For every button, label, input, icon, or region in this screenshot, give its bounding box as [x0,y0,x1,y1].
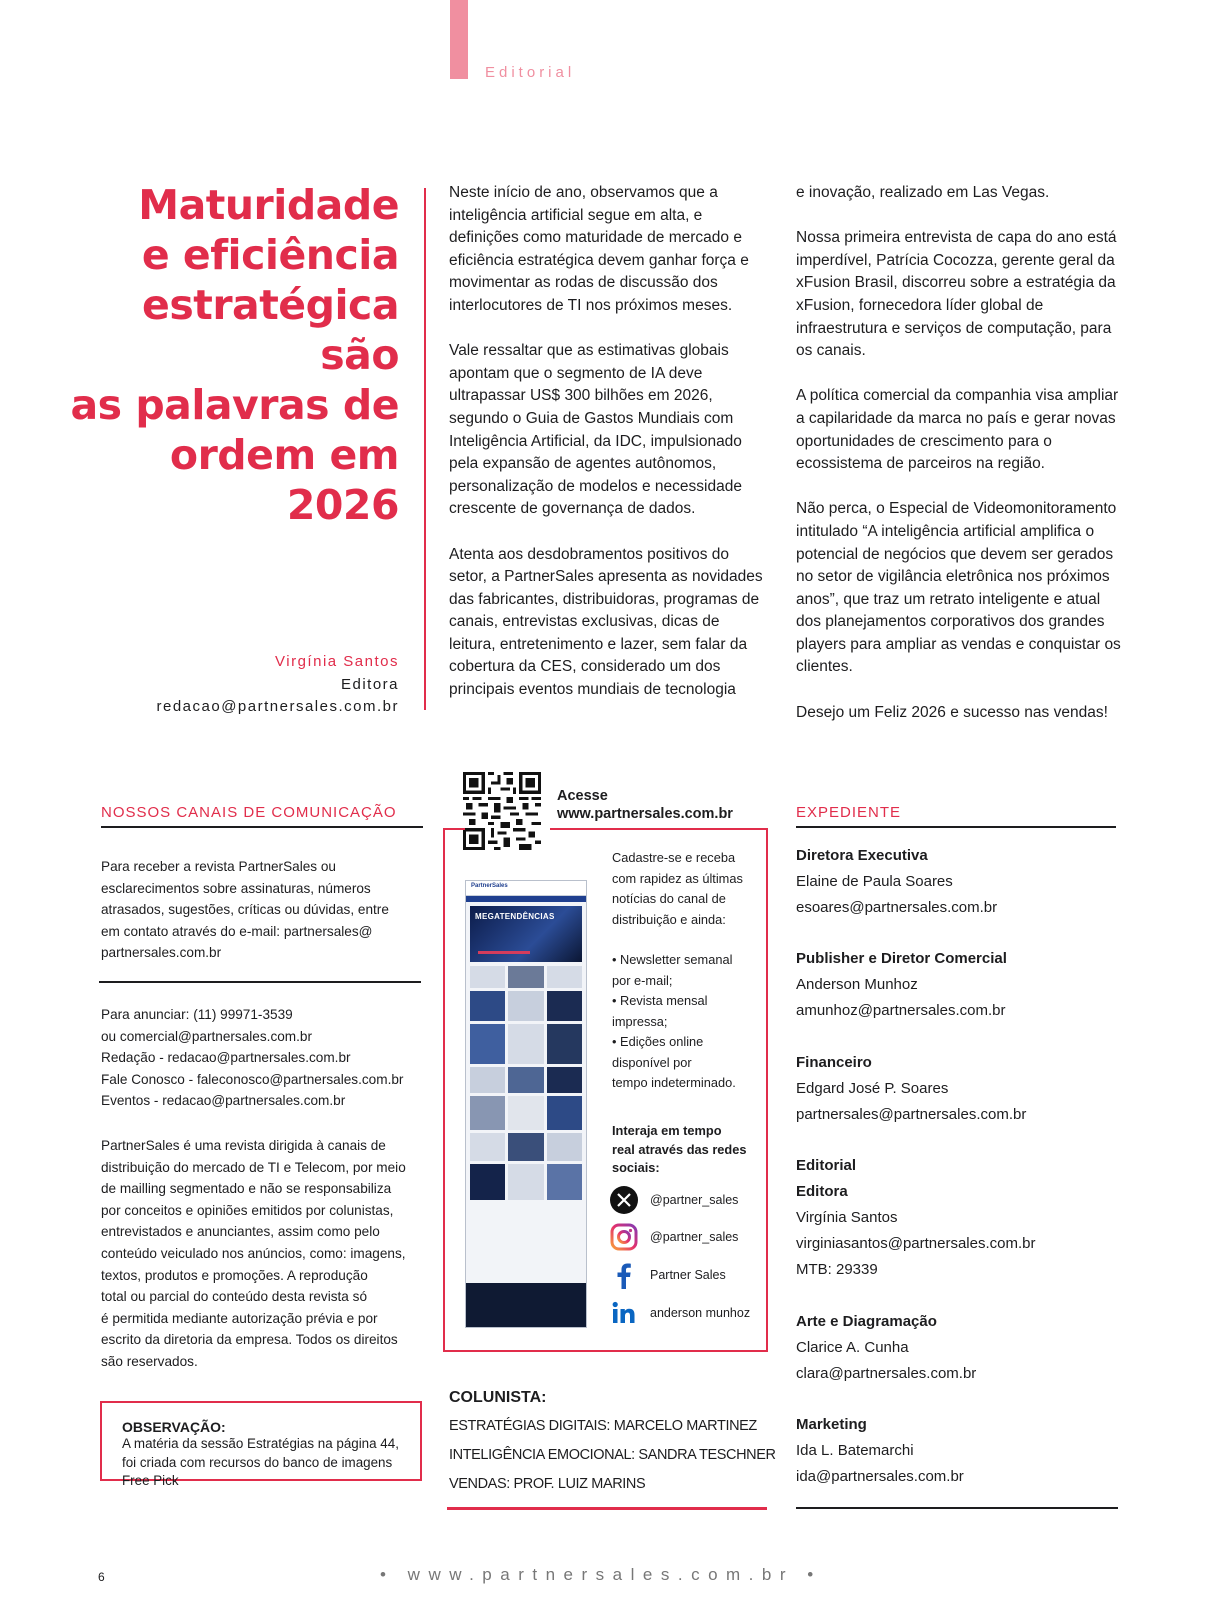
social-label: Partner Sales [650,1268,726,1282]
thumb-tile [547,966,582,988]
expediente-block [796,1309,976,1387]
expediente-role: Marketing [796,1416,867,1433]
text-line: partnersales.com.br [101,945,222,961]
expediente-title: EXPEDIENTE [796,804,902,821]
headline-line: e eficiência [141,231,399,279]
expediente-role: Editora [796,1183,848,1200]
thumb-tile [508,1096,543,1130]
thumb-tile [508,966,543,988]
list-item: INTELIGÊNCIA EMOCIONAL: SANDRA TESCHNER [449,1447,776,1463]
text-line: com rapidez as últimas [612,870,743,886]
social-label: @partner_sales [650,1193,739,1207]
thumb-tile [547,1133,582,1161]
colunista-rule [447,1507,767,1510]
expediente-name: Anderson Munhoz [796,976,918,993]
text-line: foi criada com recursos do banco de imagens [122,1454,393,1470]
magazine-site-thumbnail[interactable] [465,880,587,1328]
canais-disclaimer [101,1135,431,1373]
thumb-hero-accent [478,951,530,954]
observacao-text [122,1435,412,1491]
x-icon [610,1186,638,1214]
promo-text [612,848,762,1114]
thumb-nav [466,896,586,902]
promo-interact [612,1122,762,1178]
expediente-name: Clarice A. Cunha [796,1339,909,1356]
thumb-tile [508,1067,543,1093]
social-linkedin[interactable] [610,1299,750,1327]
text-line: • Edições online [612,1034,704,1049]
expediente-mtb: MTB: 29339 [796,1261,878,1278]
thumb-tile [470,1024,505,1064]
expediente-role: Arte e Diagramação [796,1313,937,1330]
thumb-tile [547,1067,582,1093]
text-line: impressa; [612,1013,668,1029]
promo-bullets [612,950,762,1094]
promo-box-edge [550,828,766,830]
expediente-email[interactable]: partnersales@partnersales.com.br [796,1106,1027,1123]
author-role: Editora [340,675,399,693]
expediente-rule [796,826,1116,828]
text-line: A matéria da sessão Estratégias na página 44, [122,1436,399,1451]
thumb-tile [547,991,582,1021]
text-line: Para receber a revista PartnerSales ou [101,859,336,874]
expediente-email[interactable]: clara@partnersales.com.br [796,1365,977,1382]
paragraph: Desejo um Feliz 2026 e sucesso nas vendas! [796,703,1108,721]
expediente-role: Editorial [796,1157,857,1174]
expediente-name: Ida L. Batemarchi [796,1442,914,1459]
contact-line[interactable]: Eventos - redacao@partnersales.com.br [101,1093,346,1109]
canais-title: NOSSOS CANAIS DE COMUNICAÇÃO [101,804,397,821]
text-line: distribuição do mercado de TI e Telecom, por meio [101,1159,406,1175]
thumb-tile [470,991,505,1021]
text-line: sociais: [612,1160,660,1175]
thumb-tile [547,1024,582,1064]
thumb-hero-title: MEGATENDÊNCIAS [475,912,555,921]
expediente-rule-bottom [796,1507,1118,1509]
canais-contacts [101,1004,431,1112]
thumb-tile [470,1067,505,1093]
section-tag: Editorial [485,64,576,81]
expediente-name: Edgard José P. Soares [796,1080,949,1097]
text-line: de mailling segmentado e não se responsabiliza [101,1181,392,1197]
expediente-block [796,1412,964,1490]
thumb-tile [508,991,543,1021]
contact-line[interactable]: ou comercial@partnersales.com.br [101,1028,312,1044]
expediente-block [796,1050,1026,1128]
expediente-email[interactable]: ida@partnersales.com.br [796,1468,964,1485]
expediente-email[interactable]: virginiasantos@partnersales.com.br [796,1235,1036,1252]
text-line: Interaja em tempo [612,1123,722,1138]
expediente-email[interactable]: esoares@partnersales.com.br [796,899,998,916]
text-line: Free Pick [122,1473,179,1488]
headline [59,180,399,530]
text-line: entrevistados e anunciantes, assim como pelo [101,1224,380,1240]
colunista-list [449,1412,776,1499]
headline-line: Maturidade [138,181,399,229]
observacao-box [100,1401,422,1488]
expediente-name: Virgínia Santos [796,1209,898,1226]
text-line: tempo indeterminado. [612,1075,736,1090]
expediente-block [796,843,997,921]
paragraph: Nossa primeira entrevista de capa do ano está imperdível, Patrícia Cocozza, gerente geral da xFusion Brasil, discorreu sobre a estratégia da xFusion, fornecedora líder global de infraestrutura e serviços de computação, para os canais. [796,229,1117,360]
promo-box-edge [443,828,465,830]
article-column-1 [449,182,764,724]
thumb-tile [470,1096,505,1130]
thumb-hero [470,906,582,962]
text-line: • Revista mensal [612,993,708,1008]
text-line: é permitida mediante autorização prévia e por [101,1310,378,1326]
text-line: Cadastre-se e receba [612,850,736,865]
expediente-role: Financeiro [796,1054,872,1071]
author-name: Virgínia Santos [275,653,399,670]
list-item: VENDAS: PROF. LUIZ MARINS [449,1476,646,1492]
page-number: 6 [98,1570,105,1584]
expediente-block [796,1153,1036,1283]
expediente-block [796,946,1007,1024]
text-line: notícias do canal de [612,891,726,906]
paragraph: Atenta aos desdobramentos positivos do setor, a PartnerSales apresenta as novidades das fabricantes, distribuidoras, programas de canais, entrevistas exclusivas, dicas de leitura, entretenimento e lazer, sem falar da cobertura da CES, considerado um dos principais eventos mundiais de tecnologia [449,545,763,699]
text-line: disponível por [612,1054,692,1070]
expediente-role: Publisher e Diretor Comercial [796,950,1007,967]
section-marker-bar [450,0,468,79]
contact-line[interactable]: Fale Conosco - faleconosco@partnersales.com.br [101,1071,404,1087]
contact-line: Para anunciar: (11) 99971-3539 [101,1007,293,1022]
thumb-tile [508,1133,543,1161]
canais-intro [101,856,431,964]
thumb-tile [508,1164,543,1200]
facebook-icon [610,1261,638,1289]
text-line: real através das redes [612,1141,747,1157]
social-label: @partner_sales [650,1230,739,1244]
observacao-title: OBSERVAÇÃO: [122,1419,226,1435]
contact-line[interactable]: Redação - redacao@partnersales.com.br [101,1050,351,1066]
thumb-tile [470,1164,505,1200]
thumb-tile [470,1133,505,1161]
expediente-name: Elaine de Paula Soares [796,873,953,890]
text-line: em contato através do e-mail: partnersales@ [101,923,373,939]
paragraph: Não perca, o Especial de Videomonitoramento intitulado “A inteligência artificial amplifica o potencial de negócios que devem ser gerados no setor de vigilância eletrônica nos próximos anos”, que traz um retrato inteligente e atual dos planejamentos corporativos dos grandes players para ampliar as vendas e conquistar os clientes. [796,500,1121,676]
text-line: por e-mail; [612,972,673,988]
text-line: • Newsletter semanal [612,952,733,967]
social-facebook[interactable] [610,1261,726,1289]
thumb-logo: PartnerSales [471,883,508,889]
text-line: por conceitos e opiniões emitidos por colunistas, [101,1202,394,1218]
article-column-2 [796,182,1126,747]
acesse-text: Acesse [557,788,608,804]
canais-rule-2 [99,981,421,983]
canais-rule [101,826,423,828]
social-instagram[interactable] [610,1223,738,1251]
footer-url[interactable]: • www.partnersales.com.br • [380,1565,822,1584]
thumb-tile [547,1164,582,1200]
thumb-tile [470,966,505,988]
text-line: esclarecimentos sobre assinaturas, números [101,880,371,896]
paragraph: Vale ressaltar que as estimativas globais apontam que o segmento de IA deve ultrapassar US$ 300 bilhões em 2026, segundo o Guia de Gastos Mundiais com Inteligência Artificial, da IDC, impulsionado pela expansão de agentes autônomos, personalização de modelos e necessidade crescente de governança de dados. [449,342,742,518]
site-link[interactable]: www.partnersales.com.br [557,806,733,822]
thumb-tile [547,1096,582,1130]
social-label: anderson munhoz [650,1306,751,1320]
text-line: total ou parcial do conteúdo desta revista só [101,1289,368,1305]
instagram-icon [610,1223,638,1251]
text-line: escrito da diretoria da empresa. Todos os direitos [101,1332,398,1348]
linkedin-icon [610,1299,638,1327]
thumb-header [466,881,586,896]
text-line: PartnerSales é uma revista dirigida à canais de [101,1138,386,1153]
thumb-grid [470,966,582,1200]
headline-line: as palavras de [70,381,399,429]
text-line: conteúdo veiculado nos anúncios, como: imagens, [101,1245,406,1261]
colunista-title: COLUNISTA: [449,1389,547,1406]
headline-line: ordem em 2026 [169,431,399,529]
acesse-label [557,787,733,823]
text-line: distribuição e ainda: [612,911,726,927]
expediente-email[interactable]: amunhoz@partnersales.com.br [796,1002,1006,1019]
divider-line [424,188,426,710]
text-line: atrasados, sugestões, críticas ou dúvidas, entre [101,902,389,918]
promo-intro [612,848,762,930]
paragraph: A política comercial da companhia visa ampliar a capilaridade da marca no país e gerar novas oportunidades de crescimento para o ecossistema de parceiros na região. [796,387,1119,473]
headline-line: estratégica são [142,281,399,379]
expediente-role: Diretora Executiva [796,847,928,864]
author-block [157,651,400,719]
thumb-footer [466,1283,586,1327]
paragraph: e inovação, realizado em Las Vegas. [796,184,1050,201]
social-x[interactable] [610,1186,738,1214]
paragraph: Neste início de ano, observamos que a inteligência artificial segue em alta, e definições como maturidade de mercado e eficiência estratégica devem ganhar força e movimentar as rodas de discussão dos interlocutores de TI nos próximos meses. [449,184,749,314]
thumb-tile [508,1024,543,1064]
list-item: ESTRATÉGIAS DIGITAIS: MARCELO MARTINEZ [449,1418,757,1434]
text-line: são reservados. [101,1353,198,1369]
author-email[interactable]: redacao@partnersales.com.br [156,698,399,715]
text-line: textos, produtos e promoções. A reprodução [101,1267,368,1283]
